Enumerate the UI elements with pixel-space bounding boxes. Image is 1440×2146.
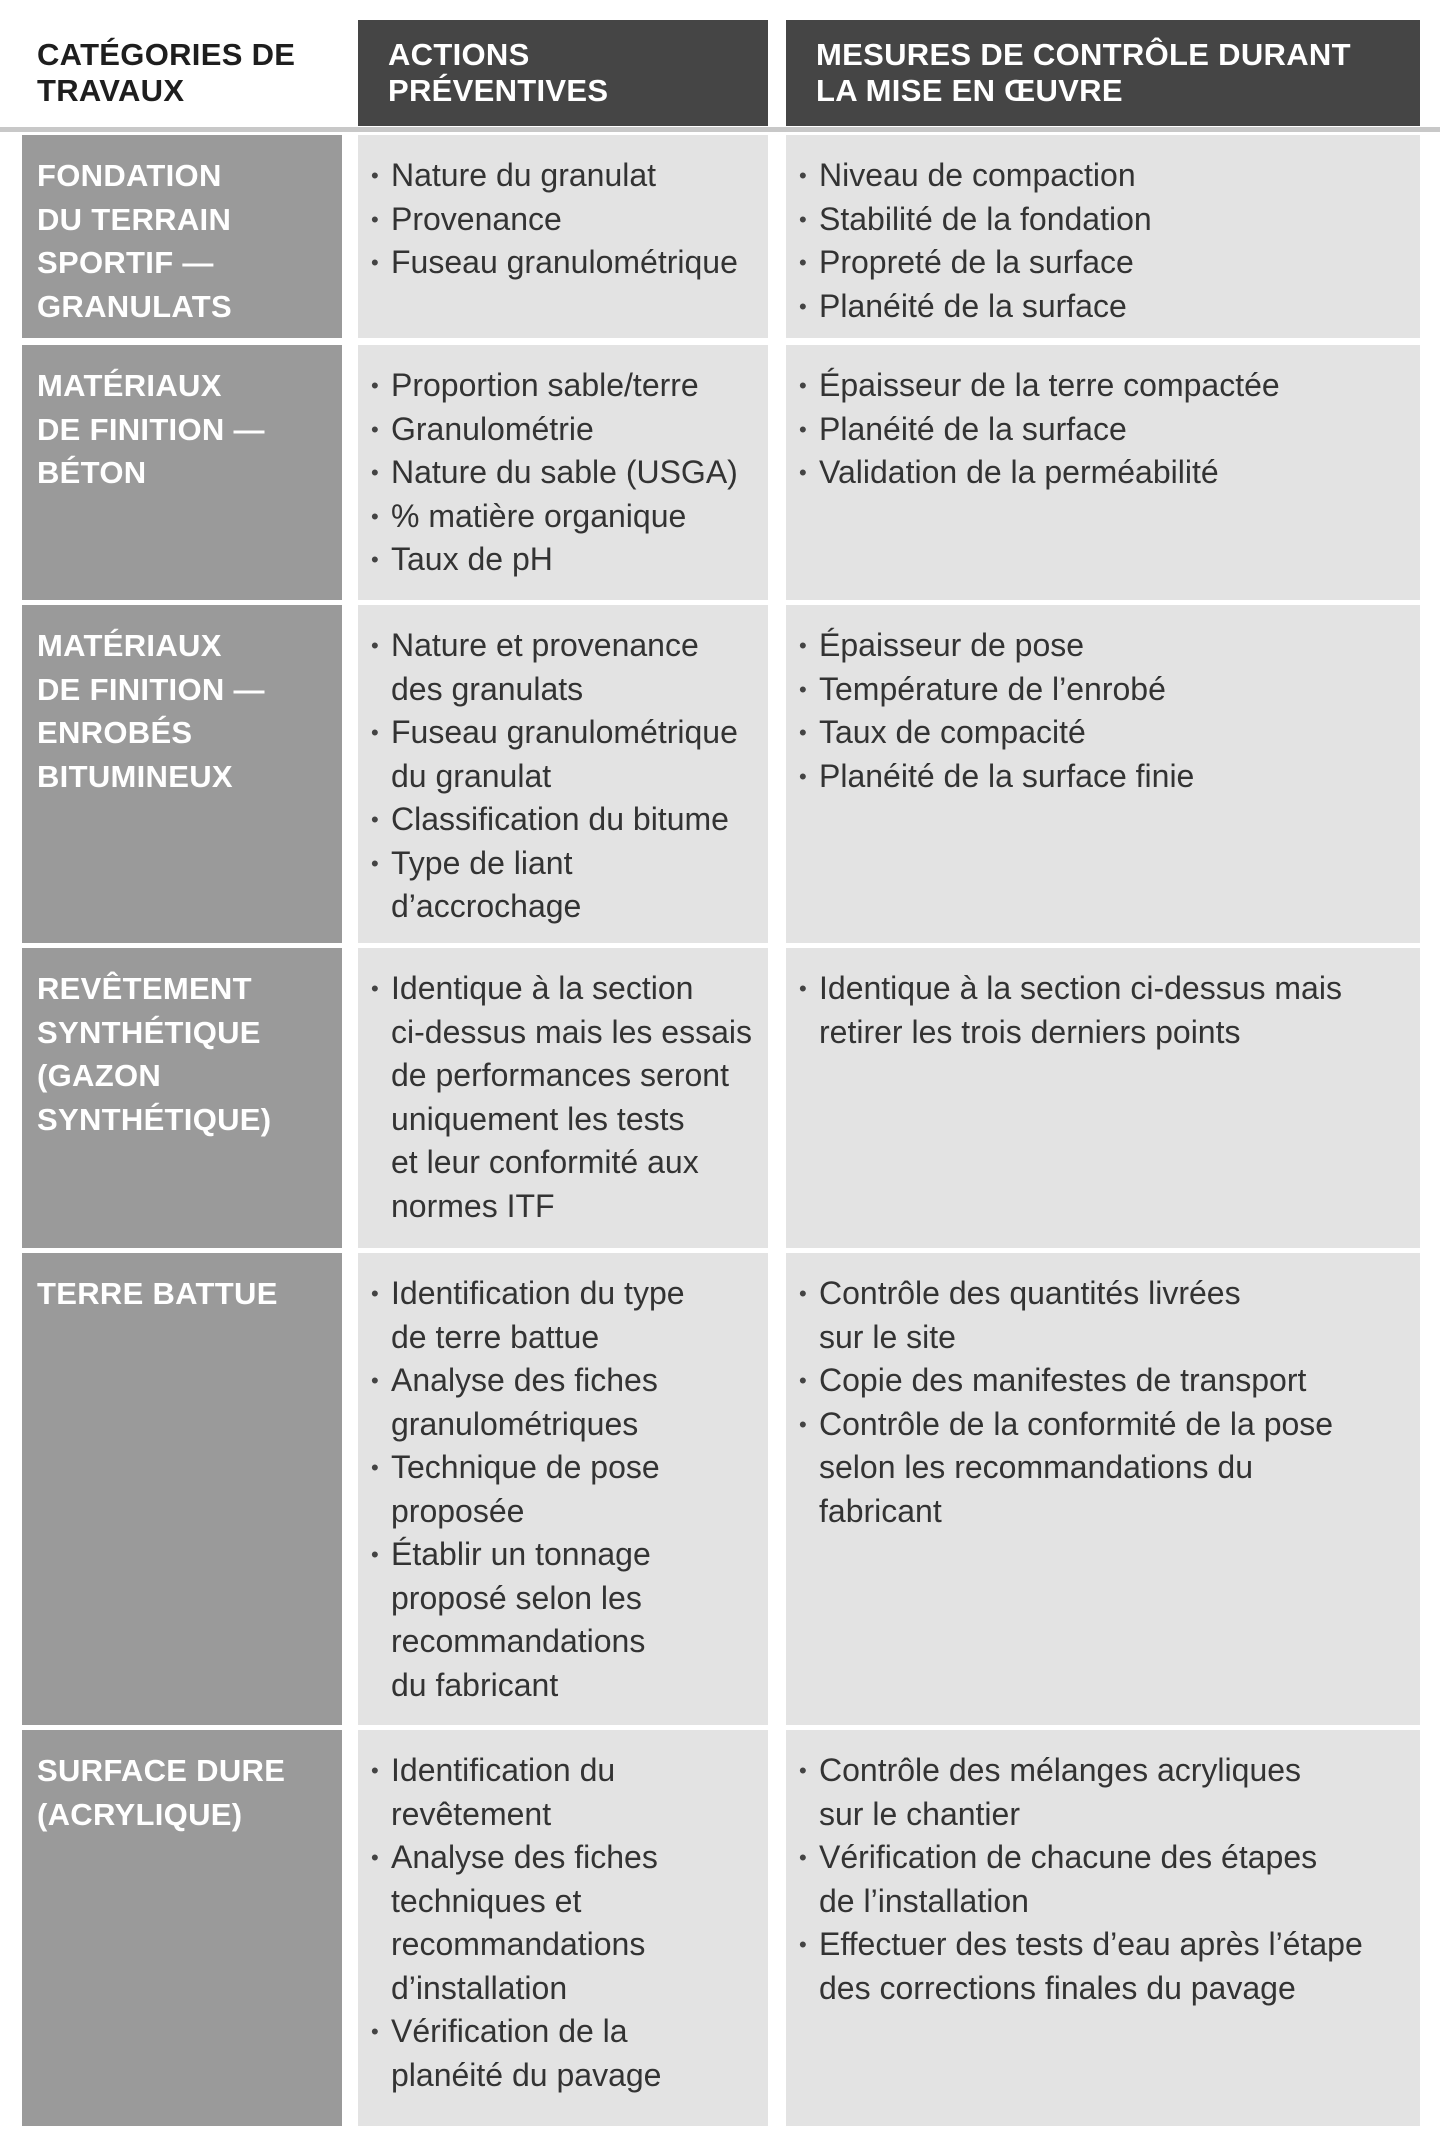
controls-item: • Contrôle des quantités livrées sur le site: [796, 1272, 1412, 1359]
actions-item: • Fuseau granulométrique du granulat: [368, 711, 760, 798]
actions-item: • Nature du sable (USGA): [368, 451, 760, 495]
controls-item: • Niveau de compaction: [796, 154, 1412, 198]
actions-list: [368, 364, 760, 582]
controls-item: • Copie des manifestes de transport: [796, 1359, 1412, 1403]
actions-item: • Provenance: [368, 198, 760, 242]
controls-list: [796, 1272, 1412, 1533]
category-label: MATÉRIAUX DE FINITION — ENROBÉS BITUMINEUX: [37, 628, 265, 794]
controls-item: • Contrôle de la conformité de la pose selon les recommandations du fabricant: [796, 1403, 1412, 1534]
actions-item: • Granulométrie: [368, 408, 760, 452]
controls-item: • Planéité de la surface: [796, 285, 1412, 329]
actions-item: • Analyse des fiches techniques et recommandations d’installation: [368, 1836, 760, 2010]
actions-item: • Analyse des fiches granulométriques: [368, 1359, 760, 1446]
actions-cell: [358, 1730, 768, 2126]
category-label: MATÉRIAUX DE FINITION — BÉTON: [37, 368, 265, 490]
category-cell: [22, 605, 342, 943]
actions-cell: [358, 345, 768, 600]
controls-cell: [786, 345, 1420, 600]
category-cell: [22, 1730, 342, 2126]
actions-item: • Identification du revêtement: [368, 1749, 760, 1836]
controls-item: • Validation de la perméabilité: [796, 451, 1412, 495]
actions-item: • Type de liant d’accrochage: [368, 842, 760, 929]
actions-item: • Vérification de la planéité du pavage: [368, 2010, 760, 2097]
controls-list: [796, 154, 1412, 328]
actions-list: [368, 154, 760, 285]
actions-cell: [358, 605, 768, 943]
category-cell: [22, 135, 342, 338]
controls-item: • Effectuer des tests d’eau après l’étape des corrections finales du pavage: [796, 1923, 1412, 2010]
controls-item: • Stabilité de la fondation: [796, 198, 1412, 242]
controls-item: • Taux de compacité: [796, 711, 1412, 755]
controls-cell: [786, 1730, 1420, 2126]
controls-cell: [786, 948, 1420, 1248]
actions-item: • Établir un tonnage proposé selon les recommandations du fabricant: [368, 1533, 760, 1707]
controls-item: • Planéité de la surface: [796, 408, 1412, 452]
actions-list: [368, 967, 760, 1228]
actions-item: • Classification du bitume: [368, 798, 760, 842]
actions-list: [368, 624, 760, 929]
actions-item: • Nature et provenance des granulats: [368, 624, 760, 711]
controls-cell: [786, 605, 1420, 943]
category-cell: [22, 1253, 342, 1725]
actions-item: • Nature du granulat: [368, 154, 760, 198]
controls-item: • Vérification de chacune des étapes de l’installation: [796, 1836, 1412, 1923]
category-label: SURFACE DURE (ACRYLIQUE): [37, 1753, 286, 1832]
header-controls: [786, 20, 1420, 126]
header-controls-label: MESURES DE CONTRÔLE DURANT LA MISE EN ŒUVRE: [816, 37, 1351, 108]
actions-item: • Identique à la section ci-dessus mais les essais de performances seront uniquement les tests et leur conformité aux normes ITF: [368, 967, 760, 1228]
actions-cell: [358, 948, 768, 1248]
controls-item: • Épaisseur de pose: [796, 624, 1412, 668]
actions-item: • Fuseau granulométrique: [368, 241, 760, 285]
actions-item: • Identification du type de terre battue: [368, 1272, 760, 1359]
controls-list: [796, 1749, 1412, 2010]
actions-item: • % matière organique: [368, 495, 760, 539]
actions-cell: [358, 135, 768, 338]
actions-list: [368, 1749, 760, 2097]
category-cell: [22, 345, 342, 600]
header-divider: [0, 127, 1440, 132]
controls-list: [796, 364, 1412, 495]
actions-item: • Technique de pose proposée: [368, 1446, 760, 1533]
header-categories-label: CATÉGORIES DE TRAVAUX: [37, 37, 296, 108]
controls-cell: [786, 135, 1420, 338]
header-actions: [358, 20, 768, 126]
controls-item: • Épaisseur de la terre compactée: [796, 364, 1412, 408]
header-actions-label: ACTIONS PRÉVENTIVES: [388, 37, 609, 108]
actions-cell: [358, 1253, 768, 1725]
category-cell: [22, 948, 342, 1248]
controls-list: [796, 967, 1412, 1054]
header-categories: [22, 20, 342, 126]
controls-item: • Température de l’enrobé: [796, 668, 1412, 712]
controls-item: • Identique à la section ci-dessus mais retirer les trois derniers points: [796, 967, 1412, 1054]
category-label: TERRE BATTUE: [37, 1276, 278, 1311]
actions-item: • Proportion sable/terre: [368, 364, 760, 408]
controls-item: • Contrôle des mélanges acryliques sur le chantier: [796, 1749, 1412, 1836]
controls-cell: [786, 1253, 1420, 1725]
controls-item: • Planéité de la surface finie: [796, 755, 1412, 799]
actions-item: • Taux de pH: [368, 538, 760, 582]
controls-item: • Propreté de la surface: [796, 241, 1412, 285]
category-label: REVÊTEMENT SYNTHÉTIQUE (GAZON SYNTHÉTIQUE): [37, 971, 272, 1137]
controls-list: [796, 624, 1412, 798]
category-label: FONDATION DU TERRAIN SPORTIF — GRANULATS: [37, 158, 232, 324]
actions-list: [368, 1272, 760, 1707]
